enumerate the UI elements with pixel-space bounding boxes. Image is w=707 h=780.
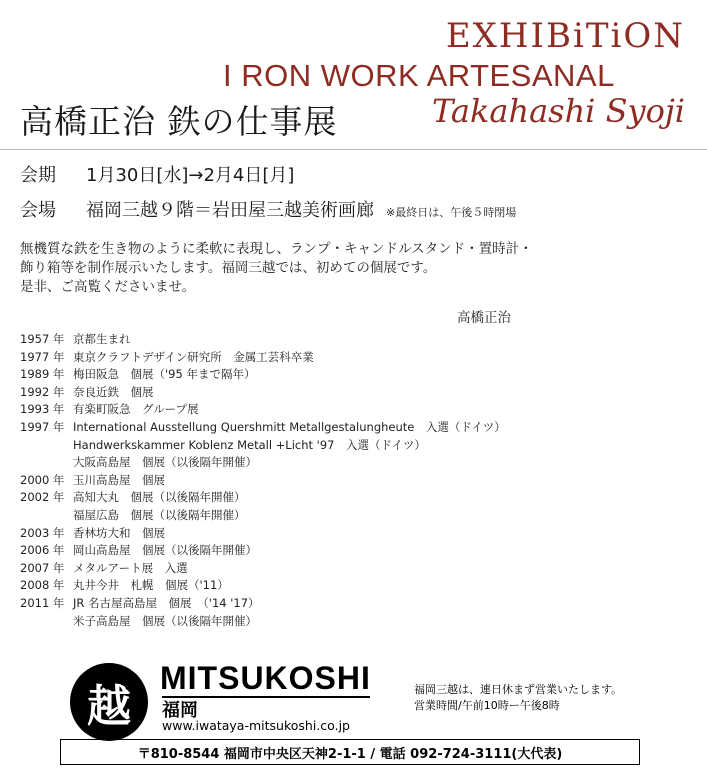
history-year: 2007 年 <box>20 560 65 575</box>
venue-note: ※最終日は、午後５時閉場 <box>386 206 517 219</box>
history-text: 東京クラフトデザイン研究所 金属工芸科卒業 <box>73 349 314 364</box>
notice-line: 福岡三越は、連日休まず営業いたします。 <box>414 683 623 696</box>
history-text: 岡山高島屋 個展（以後隔年開催） <box>73 543 257 558</box>
history-row <box>20 419 506 437</box>
history-text: 福屋広島 個展（以後隔年開催） <box>73 507 246 522</box>
store-hours-notice <box>414 682 622 714</box>
address-box <box>60 739 640 765</box>
history-text: 大阪高島屋 個展（以後隔年開催） <box>73 455 257 470</box>
history-year: 1989 年 <box>20 367 65 382</box>
history-row <box>20 507 506 525</box>
history-year: 2006 年 <box>20 543 65 558</box>
career-history <box>20 331 506 630</box>
history-year: 2008 年 <box>20 578 65 593</box>
description-line: 飾り箱等を制作展示いたします。福岡三越では、初めての個展です。 <box>20 260 437 276</box>
venue-label: 会場 <box>20 200 56 221</box>
venue-row <box>20 196 516 222</box>
history-text: 玉川高島屋 個展 <box>73 472 165 487</box>
period-value: 1月30日[水]→2月4日[月] <box>86 165 295 186</box>
history-text: 丸井今井 札幌 個展（'11） <box>73 578 229 593</box>
history-text: 香林坊大和 個展 <box>73 525 165 540</box>
branch-name: 福岡 <box>162 700 198 721</box>
history-year: 2002 年 <box>20 490 65 505</box>
mitsukoshi-logo <box>70 663 148 741</box>
history-row <box>20 489 506 507</box>
history-text: 米子高島屋 個展（以後隔年開催） <box>73 613 257 628</box>
description-line: 無機質な鉄を生き物のように柔軟に表現し、ランプ・キャンドルスタンド・置時計・ <box>20 241 533 257</box>
history-year: 1957 年 <box>20 332 65 346</box>
artist-name-english: Takahashi Syoji <box>432 92 685 130</box>
history-row <box>20 525 506 543</box>
history-row <box>20 454 506 472</box>
history-text: Handwerkskammer Koblenz Metall +Licht '97 入選（ドイツ） <box>73 437 426 452</box>
history-year: 2003 年 <box>20 525 65 540</box>
history-text: 有楽町阪急 グループ展 <box>73 402 199 417</box>
history-year: 2000 年 <box>20 472 65 487</box>
history-year: 1993 年 <box>20 402 65 417</box>
history-row <box>20 577 506 595</box>
history-row <box>20 472 506 490</box>
notice-line: 営業時間/午前10時ー午後8時 <box>414 699 560 712</box>
venue-value: 福岡三越９階＝岩田屋三越美術画廊 <box>86 200 374 221</box>
history-row <box>20 366 506 384</box>
exhibition-title-japanese: 高橋正治 鉄の仕事展 <box>20 102 338 141</box>
history-row <box>20 437 506 455</box>
history-row <box>20 349 506 367</box>
history-row <box>20 613 506 631</box>
history-row <box>20 595 506 613</box>
exhibition-subtitle: I RON WORK ARTESANAL <box>223 58 615 93</box>
history-row <box>20 560 506 578</box>
period-label: 会期 <box>20 165 56 186</box>
history-text: 高知大丸 個展（以後隔年開催） <box>73 490 246 505</box>
history-text: International Ausstellung Quershmitt Metallgestalungheute 入選（ドイツ） <box>73 419 506 434</box>
exhibition-title: EXHIBiTiON <box>445 16 685 56</box>
address-text: 〒810-8544 福岡市中央区天神2-1-1 / 電話 092-724-3111(大代表) <box>137 746 563 762</box>
history-year: 1992 年 <box>20 384 65 399</box>
history-row <box>20 401 506 419</box>
history-text: メタルアート展 入選 <box>73 560 188 575</box>
history-text: 梅田阪急 個展（'95 年まで隔年） <box>73 367 256 382</box>
history-year: 1997 年 <box>20 419 65 434</box>
history-row <box>20 331 506 349</box>
logo-character: 越 <box>87 681 131 732</box>
description-line: 是非、ご高覧くださいませ。 <box>20 279 196 295</box>
website-link[interactable]: www.iwataya-mitsukoshi.co.jp <box>162 718 350 733</box>
history-text: JR 名古屋高島屋 個展 （'14 '17） <box>73 595 260 610</box>
history-year: 1977 年 <box>20 349 65 364</box>
history-year: 2011 年 <box>20 595 65 610</box>
history-text: 奈良近鉄 個展 <box>73 384 154 399</box>
artist-signature: 高橋正治 <box>457 310 511 326</box>
description <box>20 240 680 297</box>
title-divider <box>0 149 707 150</box>
brand-name: MITSUKOSHI <box>160 660 371 696</box>
period-row <box>20 161 294 187</box>
history-text: 京都生まれ <box>73 332 131 346</box>
history-row <box>20 384 506 402</box>
history-row <box>20 542 506 560</box>
